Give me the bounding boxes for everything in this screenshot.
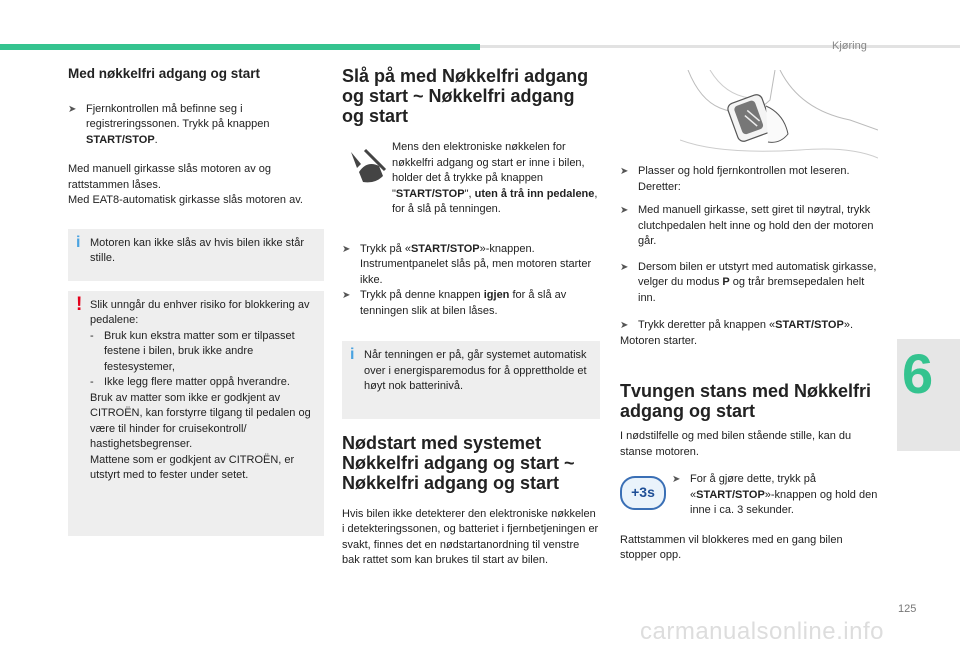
text: For å gjøre dette, trykk på « [690, 473, 816, 501]
paragraph: Med EAT8-automatisk girkasse slås motoren av. [68, 194, 303, 206]
page-number: 125 [898, 603, 917, 615]
hold-3s-label: +3s [620, 476, 666, 510]
list-item [620, 260, 882, 307]
text: ». [843, 319, 854, 331]
button-name: START/STOP [410, 242, 480, 255]
intro-block [342, 140, 600, 218]
foot-off-pedal-icon [342, 146, 392, 190]
paragraph [392, 140, 600, 218]
header-accent-bar [0, 44, 480, 50]
info-icon: i [350, 346, 355, 363]
emphasis: igjen [483, 289, 510, 301]
arrow-icon: ➤ [68, 103, 77, 115]
paragraph: Motoren starter. [620, 334, 698, 347]
section-heading: Med nøkkelfri adgang og start [68, 66, 261, 81]
column-right [620, 66, 882, 564]
list-item [620, 318, 882, 334]
text: Fjernkontrollen må befinne seg i registreringssonen. Trykk på knappen [86, 102, 270, 130]
info-note [68, 229, 324, 281]
paragraph: Rattstammen vil blokkeres med en gang bilen stopper opp. [620, 533, 843, 561]
arrow-icon: ➤ [620, 261, 629, 273]
list-item: - Bruk kun ekstra matter som er tilpasset festene i bilen, bruk ikke andre festesystemer, [90, 329, 316, 376]
warning-icon: ! [76, 293, 83, 315]
arrow-icon: ➤ [672, 474, 681, 485]
arrow-icon: ➤ [342, 290, 351, 301]
emphasis: uten å trå inn pedalene [474, 187, 595, 200]
text: og trår bremsepedalen helt inn. [638, 276, 865, 304]
text: »-knappen. Instrumentpanelet slås på, men motoren starter ikke. [360, 242, 592, 286]
list-item [342, 288, 600, 319]
section-title: Kjøring [832, 40, 867, 52]
section-heading: Slå på med Nøkkelfri adgang og start ~ Nøkkelfri adgang og start [342, 66, 589, 126]
column-middle [342, 66, 600, 569]
emphasis: P [722, 276, 730, 288]
text: Trykk på denne knappen [360, 289, 484, 301]
text: Trykk på « [360, 242, 411, 255]
text: Med manuell girkasse, sett giret til nøytral, trykk clutchpedalen helt inne og hold den der motoren går. [638, 204, 874, 247]
paragraph: Hvis bilen ikke detekterer den elektroniske nøkkelen i detekteringssonen, og batteriet i fjernbetjeningen er svakt, finnes det en nødstartanordning til venstre bak rattet som kan brukes til start av bilen. [342, 507, 599, 566]
arrow-icon: ➤ [342, 243, 351, 255]
text: , for å slå på tenningen. [392, 187, 598, 215]
list-item: - Ikke legg flere matter oppå hverandre. [90, 375, 316, 391]
arrow-icon: ➤ [620, 320, 629, 331]
text: Dersom bilen er utstyrt med automatisk girkasse, velger du modus [638, 260, 877, 288]
arrow-icon: ➤ [620, 166, 629, 177]
warning-text: Mattene som er godkjent av CITROËN, er utstyrt med to fester under setet. [90, 453, 295, 481]
instruction-block [620, 472, 882, 519]
warning-text: Slik unngår du enhver risiko for blokkering av pedalene: [90, 298, 310, 326]
text: ", [464, 187, 475, 200]
list-item [620, 203, 882, 250]
button-name: START/STOP [696, 488, 765, 501]
note-text: Når tenningen er på, går systemet automatisk over i energisparemodus for å opprettholde et høyt nok batterinivå. [364, 349, 587, 392]
paragraph: I nødstilfelle og med bilen stående stille, kan du stanse motoren. [620, 430, 852, 458]
button-name: START/STOP [86, 133, 155, 146]
list-item [342, 242, 600, 289]
column-left [68, 66, 324, 536]
text: Plasser og hold fjernkontrollen mot leseren. Deretter: [638, 165, 850, 193]
button-name: START/STOP [775, 319, 844, 331]
arrow-icon: ➤ [620, 205, 629, 216]
chapter-number: 6 [902, 342, 934, 405]
list-item [68, 102, 324, 149]
hold-3s-icon [620, 476, 672, 519]
warning-item: Ikke legg flere matter oppå hverandre. [104, 376, 290, 388]
paragraph: Med manuell girkasse slås motoren av og rattstammen låses. [68, 163, 271, 191]
list-item [620, 164, 882, 195]
info-note [342, 341, 600, 419]
warning-note [68, 291, 324, 536]
list-item [672, 472, 882, 519]
text: Trykk deretter på knappen « [638, 319, 776, 331]
info-icon: i [76, 233, 81, 251]
section-heading: Nødstart med systemet Nøkkelfri adgang og start ~ Nøkkelfri adgang og start [342, 432, 575, 493]
warning-item: Bruk kun ekstra matter som er tilpasset festene i bilen, bruk ikke andre festesystemer, [104, 329, 295, 373]
text: »-knappen og hold den inne i ca. 3 sekunder. [690, 488, 878, 516]
text: . [154, 133, 158, 146]
section-heading: Tvungen stans med Nøkkelfri adgang og start [620, 381, 872, 421]
button-name: START/STOP [395, 187, 465, 200]
watermark: carmanualsonline.info [640, 618, 884, 645]
note-text: Motoren kan ikke slås av hvis bilen ikke står stille. [90, 236, 304, 264]
text: for å slå av tenningen slik at bilen låses. [360, 289, 567, 317]
warning-text: Bruk av matter som ikke er godkjent av CITROËN, kan forstyrre tilgang til pedalen og være til hinder for cruisekontroll/ hastighetsbegrenser. [90, 391, 311, 450]
text: Mens den elektroniske nøkkelen for nøkkelfri adgang og start er inne i bilen, holder det å trykke på knappen " [392, 141, 585, 200]
